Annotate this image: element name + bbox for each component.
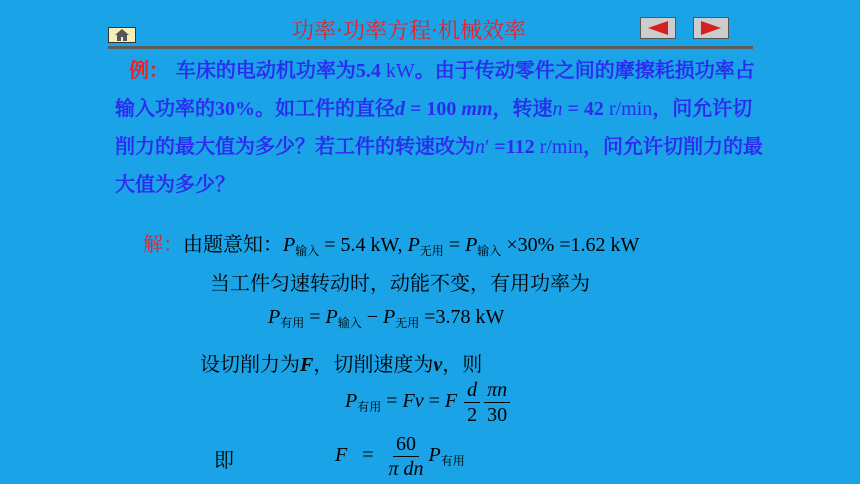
solution-line-1: 解：由题意知：$P_{输入} = 5.4$ kW, $P_{无用} = P_{输入} \times 30\% =1.62$ kW [143,232,640,258]
next-slide-button[interactable] [693,17,729,39]
solution-line-3: 设切削力为F，切削速度为v，则 [200,352,483,376]
triangle-left-icon [644,20,672,36]
solution-label: 解： [143,232,183,256]
home-icon [115,29,129,41]
equation-force: F = $\frac{60}{\text{π dn}}$ $P_{有用}$ [335,433,465,480]
equation-input-power: $P_{输入} = 5.4$ kW, $P_{无用} = P_{输入} \times 30\% =1.62$ kW [283,234,640,258]
prev-slide-button[interactable] [640,17,676,39]
triangle-right-icon [697,20,725,36]
solution-ji: 即 [214,448,234,472]
equation-useful-power: $P_{有用} = P_{输入} - P_{无用} =3.78$ kW [268,306,505,330]
example-label: 例： [128,58,169,82]
title-divider [108,46,753,49]
solution-line-2: 当工件匀速转动时，动能不变，有用功率为 [210,271,590,295]
equation-power-force: $P_{有用} = Fv = F$ $\frac{d}{2}$ $\frac{\pi n}{30}$ [345,378,512,427]
slide-title: 功率·功率方程·机械效率 [292,19,526,44]
problem-statement: 例： 车床的电动机功率为5.4 kW。由于传动零件之间的摩擦耗损功率占输入功率的30%。如工件的直径d = 100 mm，转速n = 42 r/min，问允许切削力的最大值为多少？若工件的转速改为n′ =112 r/min，问允许切削力的最大值为多少？ [115,58,764,196]
home-button[interactable] [108,27,136,43]
